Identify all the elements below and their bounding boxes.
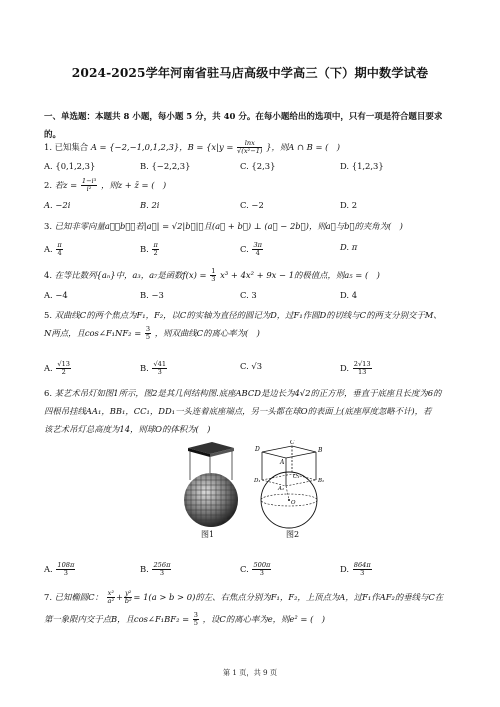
page-title: 2024-2025学年河南省驻马店高级中学高三（下）期中数学试卷 bbox=[71, 66, 429, 80]
question-text: 的左、右焦点分别为F₁，F₂，上顶点为A，过F₁作AF₂的垂线与C在 bbox=[195, 592, 444, 602]
option-d[interactable]: D. $\frac{864\pi}{3}$ bbox=[340, 561, 371, 577]
option-a[interactable]: A. $\frac{√13}{2}$ bbox=[44, 360, 70, 376]
fraction: $\frac{\ln x}{\text{√(x²−1)}}$ bbox=[237, 139, 263, 155]
section-heading-line1: 一、单选题：本题共 8 小题，每小题 5 分，共 40 分。在每小题给出的选项中，只有一项是符合题目要求 bbox=[44, 112, 443, 122]
point-label: B₁ bbox=[318, 478, 325, 484]
question-7: 7. 已知椭圆C： $\frac{\text{x²}}{\text{a²}}$ + $\frac{\text{y²}}{\text{b²}}$ = 1(a > b > 0)的左、右焦点分别为F₁，F₂，上顶点为A，过F₁作AF₂的垂线与C在 第一象限内交于点B，且cos∠F₁BF₂ = $\frac{3}{5}$ ，设C的离心率为e，则e² = ( ) bbox=[44, 589, 444, 627]
figure-1-caption: 图1 bbox=[201, 530, 215, 539]
question-math: = 1(a > b > 0) bbox=[133, 592, 196, 602]
section-heading-line2: 的。 bbox=[44, 130, 62, 140]
option-d[interactable]: D. $\frac{2√13}{13}$ bbox=[340, 360, 371, 376]
point-label: A bbox=[280, 459, 285, 466]
option-d[interactable]: D. π bbox=[340, 242, 358, 252]
question-math: }，则A ∩ B = ( ) bbox=[266, 142, 341, 152]
question-number: 2. bbox=[44, 180, 52, 190]
fraction: $\frac{\text{1−i³}}{\text{i²}}$ bbox=[81, 177, 97, 193]
options-q5 bbox=[44, 361, 464, 377]
option-c[interactable]: C. $\frac{500\pi}{3}$ bbox=[240, 561, 271, 577]
figure-2-caption: 图2 bbox=[286, 530, 300, 539]
option-d[interactable]: D. {1,2,3} bbox=[340, 161, 384, 171]
question-3 bbox=[44, 217, 464, 235]
point-label: O bbox=[291, 500, 296, 506]
question-math: x³ + 4x² + 9x − 1的极值点，则a₅ = ( ) bbox=[220, 270, 380, 280]
option-c[interactable]: C. $\frac{3\pi}{4}$ bbox=[240, 241, 262, 257]
option-b[interactable]: B. $\frac{\pi}{2}$ bbox=[140, 241, 158, 257]
option-d[interactable]: D. 4 bbox=[340, 290, 358, 300]
option-a[interactable]: A. $\frac{108\pi}{3}$ bbox=[44, 561, 75, 577]
question-number: 7. bbox=[44, 592, 52, 602]
options-q4 bbox=[44, 290, 464, 302]
option-a[interactable]: A. $\frac{\pi}{4}$ bbox=[44, 241, 62, 257]
option-d[interactable]: D. 2 bbox=[340, 200, 358, 210]
option-c[interactable]: C. √3 bbox=[240, 361, 263, 371]
question-text: N两点，且cos∠F₁NF₂ = bbox=[44, 328, 142, 338]
question-number: 3. bbox=[44, 221, 52, 231]
question-math: 若z = bbox=[54, 180, 78, 190]
fraction: $\frac{3}{5}$ bbox=[145, 325, 151, 341]
question-text: 已知集合 bbox=[54, 142, 89, 152]
question-1 bbox=[44, 138, 464, 156]
question-text: ，则双曲线C的离心率为( ) bbox=[154, 328, 260, 338]
point-label: C₁ bbox=[293, 474, 300, 480]
option-c[interactable]: C. 3 bbox=[240, 290, 257, 300]
question-text: 已知非零向量a⃗，b⃗，若|a⃗| = √2|b⃗|，且(a⃗ + b⃗) ⊥ (a⃗ − 2b⃗)，则a⃗与b⃗的夹角为( ) bbox=[54, 221, 403, 231]
question-text: ，设C的离心率为e，则e² = ( ) bbox=[202, 614, 325, 624]
question-text: 某艺术吊灯如图1所示，图2是其几何结构图.底座ABCD是边长为4√2的正方形，垂直于底座且长度为6的 bbox=[54, 388, 442, 398]
section-heading bbox=[44, 106, 464, 142]
figure-2-geometry bbox=[252, 440, 330, 532]
options-q3 bbox=[44, 242, 464, 258]
question-number: 5. bbox=[44, 310, 52, 320]
question-text: 已知椭圆C： bbox=[54, 592, 103, 602]
question-text: 双曲线C的两个焦点为F₁，F₂，以C的实轴为直径的圆记为D，过F₁作圆D的切线与C的两支分别交于M、 bbox=[54, 310, 442, 320]
point-label: D₁ bbox=[254, 478, 261, 484]
option-a[interactable]: A. −2i bbox=[44, 200, 71, 210]
question-number: 4. bbox=[44, 270, 52, 280]
point-label: C bbox=[290, 440, 295, 446]
question-number: 1. bbox=[44, 142, 52, 152]
options-q1 bbox=[44, 161, 464, 173]
option-b[interactable]: B. 2i bbox=[140, 200, 160, 210]
question-text: 在等比数列{aₙ}中，a₃，a₇是函数f(x) = bbox=[54, 270, 207, 280]
point-label: B bbox=[318, 447, 323, 454]
option-b[interactable]: B. $\frac{√41}{3}$ bbox=[140, 360, 167, 376]
question-5 bbox=[44, 306, 464, 342]
point-label: D bbox=[255, 446, 260, 453]
question-text: 四根吊挂线AA₁，BB₁，CC₁，DD₁一头连着底座端点，另一头都在球O的表面上(底座厚度忽略不计)，若 bbox=[44, 406, 432, 416]
page-footer: 第 1 页，共 9 页 bbox=[222, 668, 278, 677]
option-b[interactable]: B. $\frac{256\pi}{3}$ bbox=[140, 561, 171, 577]
question-2 bbox=[44, 176, 464, 194]
options-q2 bbox=[44, 200, 464, 212]
options-q6 bbox=[44, 562, 464, 578]
question-math: A = {−2,−1,0,1,2,3}，B = {x|y = bbox=[90, 142, 234, 152]
figure-1-lamp bbox=[176, 440, 244, 532]
option-a[interactable]: A. −4 bbox=[44, 290, 68, 300]
option-b[interactable]: B. −3 bbox=[140, 290, 164, 300]
option-b[interactable]: B. {−2,2,3} bbox=[140, 161, 191, 171]
point-label: A₁ bbox=[278, 486, 285, 492]
fraction: $\frac{\text{x²}}{\text{a²}}$ bbox=[107, 589, 115, 605]
question-text: 第一象限内交于点B，且cos∠F₁BF₂ = bbox=[44, 614, 190, 624]
question-number: 6. bbox=[44, 388, 52, 398]
fraction: $\frac{\text{y²}}{\text{b²}}$ bbox=[124, 589, 132, 605]
option-a[interactable]: A. {0,1,2,3} bbox=[44, 161, 96, 171]
question-4 bbox=[44, 266, 464, 284]
fraction: $\frac{3}{5}$ bbox=[193, 611, 198, 627]
option-c[interactable]: C. −2 bbox=[240, 200, 264, 210]
fraction: $\frac{1}{3}$ bbox=[211, 267, 216, 283]
question-math: ，则z + z̄ = ( ) bbox=[100, 180, 167, 190]
option-c[interactable]: C. {2,3} bbox=[240, 161, 276, 171]
question-6 bbox=[44, 384, 464, 438]
question-text: 该艺术吊灯总高度为14，则球O的体积为( ) bbox=[44, 424, 211, 434]
